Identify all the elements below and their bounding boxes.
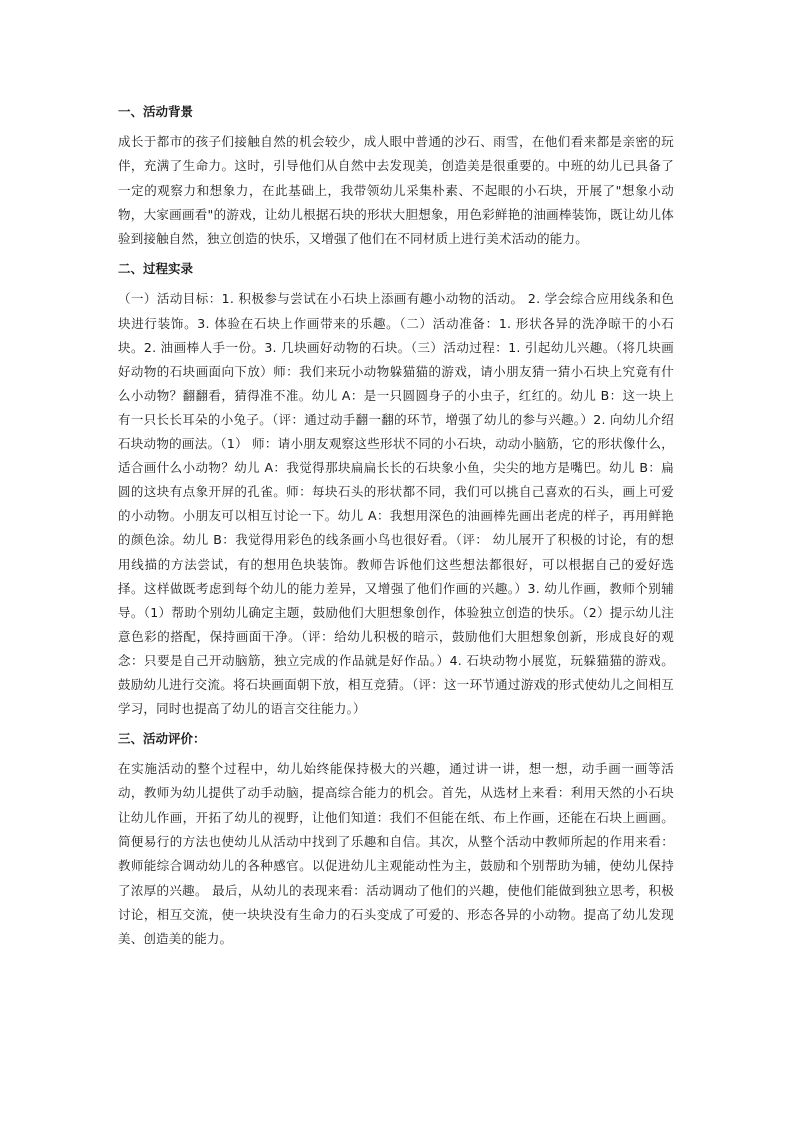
section-heading: 一、活动背景 — [118, 104, 194, 119]
section-paragraph: 成长于都市的孩子们接触自然的机会较少，成人眼中普通的沙石、雨雪，在他们看来都是亲密的玩伴，充满了生命力。这时，引导他们从自然中去发现美，创造美是很重要的。中班的幼儿已具备了一定的观察力和想象力，在此基础上，我带领幼儿采集朴素、不起眼的小石块，开展了"想象小动物，大家画画看"的游戏，让幼儿根据石块的形状大胆想象，用色彩鲜艳的油画棒装饰，既让幼儿体验到接触自然，独立创造的快乐，又增强了他们在不同材质上进行美术活动的能力。 — [118, 134, 674, 247]
section-background — [118, 100, 674, 251]
section-process — [118, 257, 674, 721]
section-paragraph: （一）活动目标：1. 积极参与尝试在小石块上添画有趣小动物的活动。 2. 学会综合应用线条和色块进行装饰。3. 体验在石块上作画带来的乐趣。（二）活动准备：1. 形状各异的洗净晾干的小石块。2. 油画棒人手一份。3. 几块画好动物的石块。（三）活动过程：1. 引起幼儿兴趣。（将几块画好动物的石块画面向下放）师：我们来玩小动物躲猫猫的游戏，请小朋友猜一猜小石块上究竟有什么小动物？翻翻看，猜得准不准。幼儿 A：是一只圆圆身子的小虫子，红红的。幼儿 B：这一块上有一只长长耳朵的小兔子。（评：通过动手翻一翻的环节，增强了幼儿的参与兴趣。）2. 向幼儿介绍石块动物的画法。（1） 师：请小朋友观察这些形状不同的小石块，动动小脑筋，它的形状像什么，适合画什么小动物？幼儿 A：我觉得那块扁扁长长的石块象小鱼，尖尖的地方是嘴巴。幼儿 B：扁圆的这块有点象开屏的孔雀。师：每块石头的形状都不同，我们可以挑自己喜欢的石头，画上可爱的小动物。小朋友可以相互讨论一下。幼儿 A：我想用深色的油画棒先画出老虎的样子，再用鲜艳的颜色涂。幼儿 B：我觉得用彩色的线条画小鸟也很好看。（评： 幼儿展开了积极的讨论，有的想用线描的方法尝试，有的想用色块装饰。教师告诉他们这些想法都很好，可以根据自己的爱好选择。这样做既考虑到每个幼儿的能力差异，又增强了他们作画的兴趣。）3. 幼儿作画，教师个别辅导。（1）帮助个别幼儿确定主题，鼓励他们大胆想象创作，体验独立创造的快乐。（2）提示幼儿注意色彩的搭配，保持画面干净。（评：给幼儿积极的暗示，鼓励他们大胆想象创新，形成良好的观念：只要是自己开动脑筋，独立完成的作品就是好作品。）4. 石块动物小展览，玩躲猫猫的游戏。鼓励幼儿进行交流。将石块画面朝下放，相互竞猜。（评：这一环节通过游戏的形式使幼儿之间相互学习，同时也提高了幼儿的语言交往能力。） — [118, 291, 674, 717]
section-heading: 二、过程实录 — [118, 261, 194, 277]
section-paragraph: 在实施活动的整个过程中，幼儿始终能保持极大的兴趣，通过讲一讲，想一想，动手画一画等活动，教师为幼儿提供了动手动脑，提高综合能力的机会。首先，从选材上来看：利用天然的小石块让幼儿作画，开拓了幼儿的视野，让他们知道：我们不但能在纸、布上作画，还能在石块上画画。简便易行的方法也使幼儿从活动中找到了乐趣和自信。其次，从整个活动中教师所起的作用来看：教师能综合调动幼儿的各种感官。以促进幼儿主观能动性为主，鼓励和个别帮助为辅，使幼儿保持了浓厚的兴趣。 最后，从幼儿的表现来看：活动调动了他们的兴趣，使他们能做到独立思考，积极讨论，相互交流，使一块块没有生命力的石头变成了可爱的、形态各异的小动物。提高了幼儿发现美、创造美的能力。 — [118, 761, 674, 947]
section-heading: 三、活动评价： — [118, 731, 206, 747]
document-page — [118, 100, 674, 958]
section-evaluation — [118, 727, 674, 951]
